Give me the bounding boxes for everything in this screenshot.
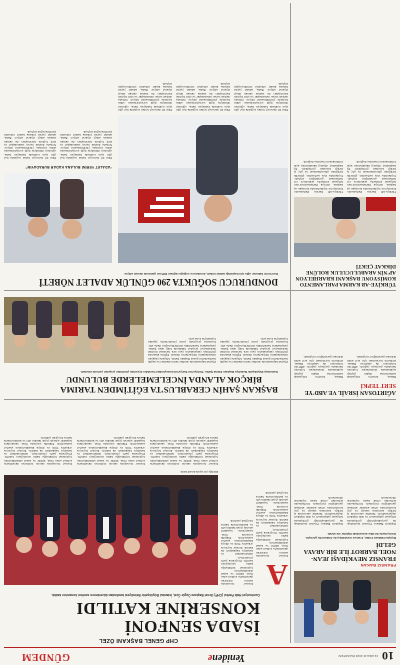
lead-photo-caption: Etkinliğe çok sayıda davetli katıldı. — [179, 470, 218, 473]
turkey-ab-photo — [294, 197, 396, 257]
divider-vertical — [291, 3, 292, 643]
date-line: 19 ARALIK 2022 PAZARTESİ — [338, 654, 378, 658]
israel-article — [294, 295, 396, 395]
agriculture-photo-image — [4, 297, 144, 363]
turkey-ab-headline-line1: TÜRKİYE-AB KARMA PARLAMENTO — [299, 281, 396, 287]
vigil-article — [4, 4, 288, 287]
israel-body-col2: Bakan, İsrail'in bölgedeki saldırılarına ilişkin yaptığı açıklamada uluslararası toplumu harekete geçmeye çağırdı. ABD'nin tutumunu da eleştiren Bakan, sivillerin korunması için acil adım atılması gerektiğini vurguladı. — [294, 355, 343, 378]
turkey-ab-body: Türkiye-AB Karma Parlamento Komisyonu toplantısında konuşan eş başkan, Avrupa Parlamentosu'nun bölgesel krizlerde arabulucu rol üstlenmesi gerektiğini söyledi. Toplantıda vize serbestisi, gümrük birliğinin güncellenmesi ve göç iş birliği konuları görüşüldü. Eş başkanlar, diyalog kanallarının açık tutulmasının önemine değindi. — [347, 160, 396, 193]
vigil-deck: Kars'ta bir babanın oğlu için başlattığı adalet nöbeti, dondurucu soğuğa rağmen 290'ıncı gününde devam ediyor. — [123, 272, 278, 276]
turkey-ab-headline-line3: AP'NİN ARABULUCULUK ROLÜNE DİKKAT ÇEKTİ — [305, 262, 396, 275]
france-photo — [294, 571, 396, 643]
agriculture-deck: Gaziantep Büyükşehir Belediye Başkanı Fatma Şahin, Türkiye'nin Suriye'nin kuzeyindeki Cerablus ilçesinde yürütülen projeleri yerinde inceledi. — [80, 370, 278, 374]
vigil-body-right: Eksi 20 dereceyi bulan soğukta her gün aynı noktada bekleyen baba, oğlunun ölümüyle ilgili soruşturmanın etkin biçimde yürütülmesini istiyor. Nöbete destek veren vatandaşlar ve sivil toplum kuruluşları da zaman zaman aileyi ziyaret ediyor. Baba, adalet yerini bulana kadar nöbetini sürdüreceğini söyledi. — [60, 129, 112, 159]
lead-dropcap: A — [266, 558, 288, 591]
vigil-body: Eksi 20 dereceyi bulan soğukta her gün aynı noktada bekleyen baba, oğlunun ölümüyle ilgili soruşturmanın etkin biçimde yürütülmesini istiyor. Nöbete destek veren vatandaşlar ve sivil toplum kuruluşları da zaman zaman aileyi ziyaret ediyor. Baba, adalet yerini bulana kadar nöbetini sürdüreceğini söyledi. — [234, 81, 288, 111]
france-body: Dışişleri Bakanı, Fransız mevkidaşı ile gerçekleştirdiği görüşmede bölgesel gelişmeleri ve ikili ilişkileri değerlendirdi. Taraflar ekonomik iş birliği, savunma sanayi ve göç konularında ortak adımlar atılması gerektiğini vurguladı. Görüşmenin ardından ortak basın toplantısı düzenlendi. — [347, 495, 396, 525]
lead-body-col4: Konser öncesinde salonu dolduran davetlilerle sohbet eden Özel, kültür ve sanat etkinliklerinin toplumsal birlikteliğe katkı sunduğunu belirtti. Programa parti yöneticileri, milletvekilleri ve belediye başkanları da katıldı. Konser boyunca orkestra Türk ve dünya klasiklerinden eserler seslendirdi. Etkinlik sonunda Özel, sanatçılara teşekkür ederek çiçek takdim etti ve katılımcılarla hatıra fotoğrafı çektirdi. — [77, 435, 145, 465]
lead-headline-line2: KONSERİNE KATILDI — [76, 599, 260, 618]
lead-body: Konser öncesinde salonu dolduran davetlilerle sohbet eden Özel, kültür ve sanat etkinliklerinin toplumsal birlikteliğe katkı sunduğunu belirtti. Programa parti yöneticileri, milletvekilleri ve belediye başkanları da katıldı. Konser boyunca orkestra Türk ve dünya klasiklerinden eserler seslendirdi. Etkinlik sonunda Özel, sanatçılara teşekkür ederek çiçek takdim etti ve katılımcılarla hatıra fotoğrafı çektirdi. — [256, 491, 288, 557]
france-headline: FRANSIZ MEVKİDAŞI JEAN-NOEL BARROT İLE BİR ARAYA GELDİ — [304, 541, 396, 562]
france-photo-image — [294, 571, 396, 643]
vigil-photo-right — [4, 173, 112, 263]
agriculture-article — [4, 295, 288, 395]
agriculture-body: Ziyaret kapsamında okullar, tarım alanları ve sağlık merkezlerini gezen Başkan Şahin, bölgede yaşayan vatandaşların ihtiyaçlarını dinledi. Eğitim alanında yürütülen çalışmaların yanı sıra tarımsal üretimi destekleyen projeler hakkında bilgi alan Şahin, çalışmaların kararlılıkla sürdürüleceğini ifade etti. İnceleme programı yerel yöneticilerle yapılan toplantıyla sona erdi. — [220, 336, 288, 363]
vigil-body-right2: Eksi 20 dereceyi bulan soğukta her gün aynı noktada bekleyen baba, oğlunun ölümüyle ilgili soruşturmanın etkin biçimde yürütülmesini istiyor. Nöbete destek veren vatandaşlar ve sivil toplum kuruluşları da zaman zaman aileyi ziyaret ediyor. Baba, adalet yerini bulana kadar nöbetini sürdüreceğini söyledi. — [4, 129, 56, 159]
section-title: GÜNDEM — [21, 651, 70, 662]
lead-kicker: CHP GENEL BAŞKANI ÖZEL — [98, 637, 178, 643]
france-body-col2: Dışişleri Bakanı, Fransız mevkidaşı ile gerçekleştirdiği görüşmede bölgesel gelişmeleri ve ikili ilişkileri değerlendirdi. Taraflar ekonomik iş birliği, savunma sanayi ve göç konularında ortak adımlar atılması gerektiğini vurguladı. Görüşmenin ardından ortak basın toplantısı düzenlendi. — [294, 495, 343, 525]
agriculture-photo — [4, 297, 144, 363]
turkey-ab-photo-image — [294, 197, 396, 257]
lead-article — [4, 403, 288, 643]
israel-headline-line1: AĞIRTOSAN İSRAİL VE ABD'YE — [304, 389, 396, 395]
divider-horizontal-2 — [4, 290, 396, 291]
vigil-photo-left — [118, 115, 288, 263]
agriculture-headline-line1: BAŞKAN ŞAHİN CERABLUS'TA EĞİTİMDEN TARIMA — [60, 385, 278, 395]
lead-body-col3: Konser öncesinde salonu dolduran davetlilerle sohbet eden Özel, kültür ve sanat etkinliklerinin toplumsal birlikteliğe katkı sunduğunu belirtti. Programa parti yöneticileri, milletvekilleri ve belediye başkanları da katıldı. Konser boyunca orkestra Türk ve dünya klasiklerinden eserler seslendirdi. Etkinlik sonunda Özel, sanatçılara teşekkür ederek çiçek takdim etti ve katılımcılarla hatıra fotoğrafı çektirdi. — [150, 435, 218, 465]
turkey-ab-headline-line2: KOMİSYONU BAŞKANI KRARHELYON — [295, 275, 396, 281]
lead-photo-image — [4, 475, 218, 585]
france-kicker: FRANSIZ BAKAN — [360, 563, 396, 568]
lead-body-col5: Konser öncesinde salonu dolduran davetlilerle sohbet eden Özel, kültür ve sanat etkinliklerinin toplumsal birlikteliğe katkı sunduğunu belirtti. Programa parti yöneticileri, milletvekilleri ve belediye başkanları da katıldı. Konser boyunca orkestra Türk ve dünya klasiklerinden eserler seslendirdi. Etkinlik sonunda Özel, sanatçılara teşekkür ederek çiçek takdim etti ve katılımcılarla hatıra fotoğrafı çektirdi. — [4, 435, 72, 465]
france-article — [294, 403, 396, 643]
israel-headline-line2: SERT TEPKİ — [360, 382, 396, 388]
israel-body: Bakan, İsrail'in bölgedeki saldırılarına ilişkin yaptığı açıklamada uluslararası toplumu harekete geçmeye çağırdı. ABD'nin tutumunu da eleştiren Bakan, sivillerin korunması için acil adım atılması gerektiğini vurguladı. — [347, 355, 396, 378]
agriculture-headline-line2: BİRÇOK ALANDA İNCELEMELERDE BULUNDU — [65, 375, 262, 385]
brand-logo — [208, 652, 245, 663]
vigil-headline: DONDURUCU SOĞUKTA 290 GÜNLÜK ADALET NÖBETİ — [39, 277, 278, 287]
vigil-quote-heading: “ADALET YERİNİ BULANA KADAR BURADAYIM” — [25, 165, 112, 169]
france-deck: Dışişleri Bakanı Fidan, Fransız mevkidaşı ile Ankara'da görüştü. Görüşmede iki ülke arasındaki ilişkiler ele alındı. — [305, 532, 396, 540]
agriculture-body-col2: Ziyaret kapsamında okullar, tarım alanları ve sağlık merkezlerini gezen Başkan Şahin, bölgede yaşayan vatandaşların ihtiyaçlarını dinledi. Eğitim alanında yürütülen çalışmaların yanı sıra tarımsal üretimi destekleyen projeler hakkında bilgi alan Şahin, çalışmaların kararlılıkla sürdürüleceğini ifade etti. İnceleme programı yerel yöneticilerle yapılan toplantıyla sona erdi. — [148, 336, 216, 363]
page-number: 10 — [382, 649, 394, 663]
vigil-photo-left-image — [118, 115, 288, 263]
brand-name: Yeniden — [212, 652, 245, 663]
lead-photo — [4, 475, 218, 585]
vigil-body-col3: Eksi 20 dereceyi bulan soğukta her gün aynı noktada bekleyen baba, oğlunun ölümüyle ilgili soruşturmanın etkin biçimde yürütülmesini istiyor. Nöbete destek veren vatandaşlar ve sivil toplum kuruluşları da zaman zaman aileyi ziyaret ediyor. Baba, adalet yerini bulana kadar nöbetini sürdüreceğini söyledi. — [118, 81, 172, 111]
lead-deck: Cumhuriyet Halk Partisi (CHP) Genel Başkanı Özgür Özel, İstanbul Büyükşehir Belediyesi tarafından düzenlenen senfoni konserine katıldı. — [50, 593, 260, 597]
masthead — [0, 647, 400, 665]
vigil-body-col2: Eksi 20 dereceyi bulan soğukta her gün aynı noktada bekleyen baba, oğlunun ölümüyle ilgili soruşturmanın etkin biçimde yürütülmesini istiyor. Nöbete destek veren vatandaşlar ve sivil toplum kuruluşları da zaman zaman aileyi ziyaret ediyor. Baba, adalet yerini bulana kadar nöbetini sürdüreceğini söyledi. — [176, 81, 230, 111]
masthead-rule — [4, 647, 396, 648]
turkey-ab-article — [294, 4, 396, 287]
lead-body-col2: Konser öncesinde salonu dolduran davetlilerle sohbet eden Özel, kültür ve sanat etkinliklerinin toplumsal birlikteliğe katkı sunduğunu belirtti. Programa parti yöneticileri, milletvekilleri ve belediye başkanları da katıldı. Konser boyunca orkestra Türk ve dünya klasiklerinden eserler seslendirdi. Etkinlik sonunda Özel, sanatçılara teşekkür ederek çiçek takdim etti ve katılımcılarla hatıra fotoğrafı çektirdi. — [221, 519, 253, 585]
turkey-ab-body-col2: Türkiye-AB Karma Parlamento Komisyonu toplantısında konuşan eş başkan, Avrupa Parlamentosu'nun bölgesel krizlerde arabulucu rol üstlenmesi gerektiğini söyledi. Toplantıda vize serbestisi, gümrük birliğinin güncellenmesi ve göç iş birliği konuları görüşüldü. Eş başkanlar, diyalog kanallarının açık tutulmasının önemine değindi. — [294, 160, 343, 193]
vigil-photo-right-image — [4, 173, 112, 263]
divider-horizontal-1 — [4, 399, 396, 400]
lead-headline-line1: İSADA SENFONİ — [124, 617, 260, 636]
brand-accent: e — [207, 652, 213, 663]
